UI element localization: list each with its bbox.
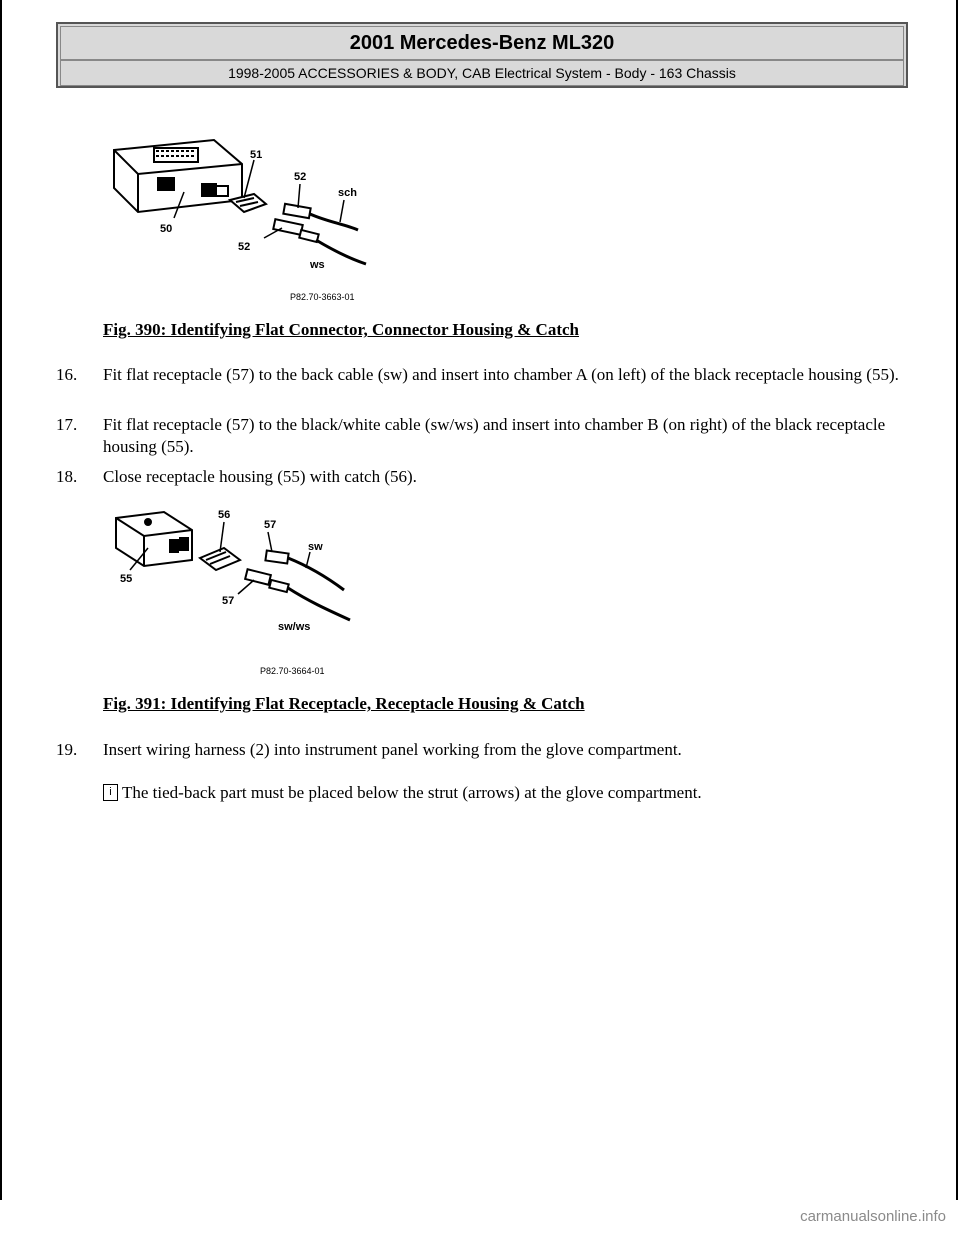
step-text: Fit flat receptacle (57) to the black/white cable (sw/ws) and insert into chamber B (on right) of the black receptacle housing (55). (103, 415, 886, 456)
figure-391-label-sw: sw (308, 541, 323, 553)
step-text: Close receptacle housing (55) with catch (56). (103, 467, 417, 486)
step-number: 16. (56, 365, 78, 384)
figure-390-code: P82.70-3663-01 (290, 292, 355, 302)
step-number: 19. (56, 740, 78, 759)
figure-391-label-56: 56 (218, 509, 231, 521)
figure-391-label-sw-ws: sw/ws (278, 621, 311, 633)
figure-391-illustration (104, 498, 374, 678)
figure-391-label-55: 55 (120, 573, 133, 585)
receptacle-housing-55 (116, 512, 192, 566)
document-title: 2001 Mercedes-Benz ML320 (60, 26, 904, 60)
connector-housing-50 (114, 140, 242, 212)
step-text: Insert wiring harness (2) into instrument panel working from the glove compartment. (103, 740, 682, 759)
figure-390-label-ws: ws (310, 259, 325, 271)
figure-390-label-52-top: 52 (294, 171, 307, 183)
watermark: carmanualsonline.info (800, 1208, 946, 1225)
figure-391-code: P82.70-3664-01 (260, 666, 325, 676)
step-19 (56, 739, 906, 761)
info-icon: i (103, 784, 118, 801)
figure-390-label-52-bottom: 52 (238, 241, 251, 253)
note-text: The tied-back part must be placed below the strut (arrows) at the glove compartment. (122, 783, 702, 802)
cables (288, 558, 350, 620)
figure-391-caption: Fig. 391: Identifying Flat Receptacle, Receptacle Housing & Catch (103, 694, 585, 713)
figure-391-label-57-top: 57 (264, 519, 277, 531)
flat-receptacles-57 (245, 551, 289, 593)
figure-390-label-51: 51 (250, 149, 263, 161)
step-18 (56, 466, 906, 488)
step-number: 18. (56, 467, 78, 486)
step-16 (56, 364, 906, 386)
step-number: 17. (56, 415, 78, 434)
figure-390-label-50: 50 (160, 223, 173, 235)
document-header (56, 22, 908, 88)
document-subtitle: 1998-2005 ACCESSORIES & BODY, CAB Electrical System - Body - 163 Chassis (60, 60, 904, 86)
step-17 (56, 414, 906, 458)
step-text: Fit flat receptacle (57) to the back cable (sw) and insert into chamber A (on left) of the black receptacle housing (55). (103, 365, 899, 384)
flat-connectors-52 (273, 204, 318, 242)
figure-390-illustration (104, 128, 374, 308)
note (103, 783, 702, 803)
figure-390-label-sch: sch (338, 187, 357, 199)
figure-390-caption: Fig. 390: Identifying Flat Connector, Connector Housing & Catch (103, 320, 579, 339)
figure-391-label-57-bottom: 57 (222, 595, 235, 607)
